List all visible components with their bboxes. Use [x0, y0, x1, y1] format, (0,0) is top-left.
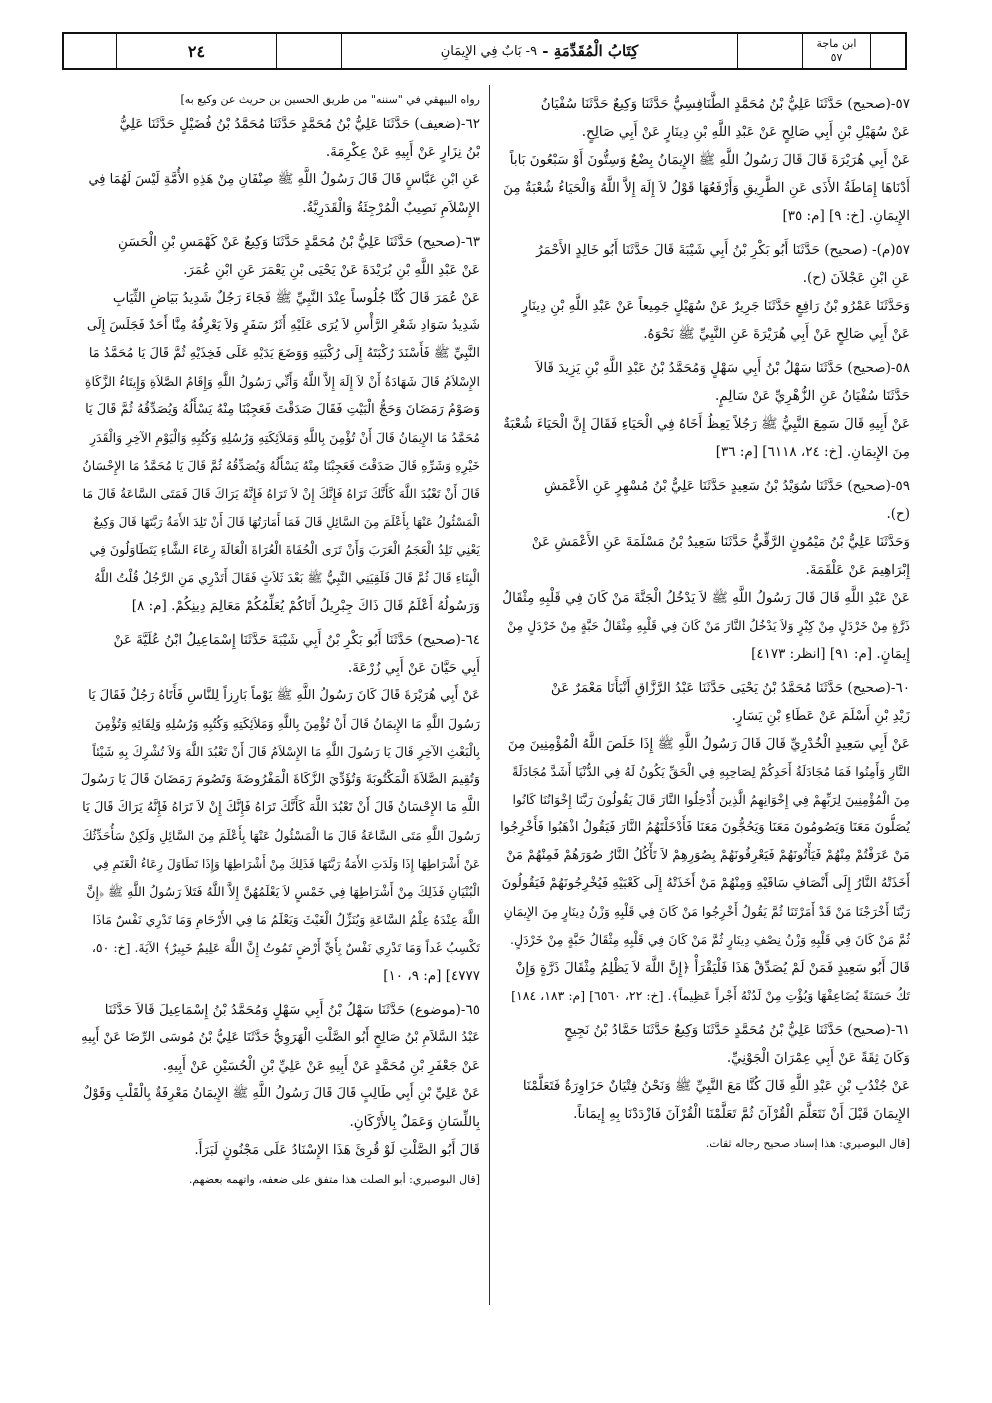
text-line: رَسُولَ اللَّهِ مَتَى السَّاعَةُ قَالَ مَا الْمَسْئُولُ عَنْهَا بِأَعْلَمَ مِنَ السَّائِلِ وَلَكِنْ سَأُحَدِّثُكَ	[82, 828, 480, 843]
text-line: ٤٧٧٧] [م: ٩، ١٠]	[383, 968, 480, 984]
kitab-title: كِتَابُ الْمُقَدِّمَةِ	[553, 42, 639, 60]
footnote: [قال البوصيري: أبو الصلت هذا متفق على ضعفه، واتهمه بعضهم.	[188, 1173, 480, 1186]
text-line: أَبِي حَيَّانَ عَنْ أَبِي زُرْعَةَ.	[347, 660, 480, 676]
text-line: ذَرَّةٍ مِنْ خَرْدَلٍ مِنْ كِبْرٍ وَلاَ يَدْخُلُ النَّارَ مَنْ كَانَ فِي قَلْبِهِ مِثْقَالُ حَبَّةٍ مِنْ خَرْدَلٍ مِنْ	[506, 618, 910, 633]
hadith-block	[498, 354, 910, 466]
page-number: ٢٤	[116, 34, 276, 68]
hadith-block	[498, 1016, 910, 1128]
text-line: عَنْ عَلِيِّ بْنِ أَبِي طَالِبٍ قَالَ قَالَ رَسُولُ اللَّهِ ﷺ الإِيمَانُ مَعْرِفَةٌ بِالْقَلْبِ وَقَوْلٌ	[82, 1086, 480, 1101]
text-line: أَدْنَاهَا إِمَاطَةُ الأَذَى عَنِ الطَّرِيقِ وَأَرْفَعُهَا قَوْلُ لاَ إِلَهَ إِلاَّ اللَّهُ وَالْحَيَاءُ شُعْبَةٌ مِنَ	[503, 180, 910, 196]
text-line: قَالَ أَبُو الصَّلْتِ لَوْ قُرِئَ هَذَا الإِسْنَادُ عَلَى مَجْنُونٍ لَبَرَأَ.	[194, 1142, 480, 1158]
text-line: عَنْ أَبِي صَالِحٍ عَنْ أَبِي هُرَيْرَةَ عَنِ النَّبِيِّ ﷺ نَحْوَهُ.	[643, 326, 910, 342]
text-line: أَخَذَتْهُ النَّارُ إِلَى أَنْصَافِ سَاقَيْهِ وَمِنْهُمْ مَنْ أَخَذَتْهُ إِلَى كَعْبَيْهِ فَيُخْرِجُونَهُمْ فَيَقُولُونَ	[501, 876, 910, 891]
text-line: ٥٧-(صحيح) حَدَّثَنَا عَلِيُّ بْنُ مُحَمَّدٍ الطَّنَافِسِيُّ حَدَّثَنَا وَكِيعٌ حَدَّثَنَا سُفْيَانُ	[540, 96, 910, 112]
text-line: وَكَانَ ثِقَةً عَنْ أَبِي عِمْرَانَ الْجَوْنِيِّ.	[726, 1050, 910, 1066]
text-line: عَنْ سُهَيْلِ بْنِ أَبِي صَالِحٍ عَنْ عَبْدِ اللَّهِ بْنِ دِينَارٍ عَنْ أَبِي صَالِحٍ.	[581, 124, 910, 140]
text-line: النَّارِ وَأَمِنُوا فَمَا مُجَادَلَةُ أَحَدِكُمْ لِصَاحِبِهِ فِي الْحَقِّ يَكُونُ لَهُ فِي الدُّنْيَا أَشَدَّ مُجَادَلَةً	[512, 764, 910, 779]
hadith-block	[80, 228, 480, 620]
right-column	[498, 90, 910, 1403]
text-line: إِبْرَاهِيمَ عَنْ عَلْقَمَةَ.	[805, 562, 910, 578]
text-line: ٦٢-(ضعيف) حَدَّثَنَا عَلِيُّ بْنُ مُحَمَّدٍ حَدَّثَنَا مُحَمَّدُ بْنُ فُضَيْلٍ حَدَّثَنَا عَلِيُّ	[119, 116, 480, 132]
text-line: ٦٣-(صحيح) حَدَّثَنَا عَلِيُّ بْنُ مُحَمَّدٍ حَدَّثَنَا وَكِيعٌ عَنْ كَهْمَسِ بْنِ الْحَسَنِ	[117, 234, 480, 250]
header-cell-blank	[737, 34, 802, 68]
hadith-block	[498, 674, 910, 1010]
text-line: وَحَدَّثَنَا عَمْرُو بْنُ رَافِعٍ حَدَّثَنَا جَرِيرٌ عَنْ سُهَيْلٍ جَمِيعاً عَنْ عَبْدِ اللَّهِ بْنِ دِينَارٍ	[521, 298, 910, 314]
text-line: وَحَدَّثَنَا عَلِيُّ بْنُ مَيْمُونٍ الرَّقِّيُّ حَدَّثَنَا سَعِيدُ بْنُ مَسْلَمَةَ عَنِ الأَعْمَشِ عَنْ	[531, 534, 910, 550]
text-line: عَنْ جَعْفَرِ بْنِ مُحَمَّدٍ عَنْ أَبِيهِ عَنْ عَلِيِّ بْنِ الْحُسَيْنِ عَنْ أَبِيهِ.	[162, 1058, 480, 1074]
text-line: وَتُقِيمَ الصَّلاَةَ الْمَكْتُوبَةَ وَتُؤَدِّيَ الزَّكَاةَ الْمَفْرُوضَةَ وَتَصُومَ رَمَضَانَ قَالَ يَا رَسُولَ	[80, 772, 480, 787]
text-line: مِنَ الإِيمَانِ. [خ: ٢٤، ٦١١٨] [م: ٣٦]	[715, 444, 910, 460]
text-line: الإِيمَانِ. [خ: ٩] [م: ٣٥]	[782, 208, 910, 224]
text-line: ٥٧(م)- (صحيح) حَدَّثَنَا أَبُو بَكْرِ بْنُ أَبِي شَيْبَةَ قَالَ حَدَّثَنَا أَبُو خَالِدٍ الأَحْمَرُ	[536, 242, 910, 258]
text-line: ٥٩-(صحيح) حَدَّثَنَا سُوَيْدُ بْنُ سَعِيدٍ حَدَّثَنَا عَلِيُّ بْنُ مُسْهِرٍ عَنِ الأَعْمَشِ	[544, 478, 910, 494]
text-line: بِاللِّسَانِ وَعَمَلٌ بِالأَرْكَانِ.	[349, 1114, 480, 1130]
text-line: قَالَ أَبُو سَعِيدٍ فَمَنْ لَمْ يُصَدِّقْ هَذَا فَلْيَقْرَأْ ﴿إِنَّ اللَّهَ لاَ يَظْلِمُ مِثْقَالَ ذَرَّةٍ وَإِنْ	[515, 960, 910, 976]
text-line: عَنْ عَبْدِ اللَّهِ قَالَ قَالَ رَسُولُ اللَّهِ ﷺ لاَ يَدْخُلُ الْجَنَّةَ مَنْ كَانَ فِي قَلْبِهِ مِثْقَالُ	[502, 590, 910, 606]
text-line: رَسُولَ اللَّهِ مَا الإِيمَانُ قَالَ أَنْ تُؤْمِنَ بِاللَّهِ وَمَلاَئِكَتِهِ وَكُتُبِهِ وَرُسُلِهِ وَلِقَائِهِ وَتُؤْمِنَ	[94, 716, 480, 731]
hadith-block	[80, 110, 480, 222]
footnote: [قال البوصيري: هذا إسناد صحيح رجاله ثقات.	[705, 1137, 910, 1150]
text-line: إِيمَانٍ. [م: ٩١] [انظر: ٤١٧٣]	[751, 646, 910, 662]
text-line: اللَّهَ عِنْدَهُ عِلْمُ السَّاعَةِ وَيُنَزِّلُ الْغَيْثَ وَيَعْلَمُ مَا فِي الأَرْحَامِ وَمَا تَدْرِي نَفْسٌ مَاذَا	[92, 912, 480, 927]
text-line: اللَّهِ مَا الإِحْسَانُ قَالَ أَنْ تَعْبُدَ اللَّهَ كَأَنَّكَ تَرَاهُ فَإِنَّكَ إِنْ لاَ تَرَاهُ فَإِنَّهُ يَرَاكَ قَالَ يَا	[82, 800, 480, 815]
hadith-block	[498, 472, 910, 668]
text-line: تَكُ حَسَنَةً يُضَاعِفْهَا وَيُؤْتِ مِنْ لَدُنْهُ أَجْراً عَظِيماً﴾. [خ: ٢٢، ٦٥٦٠] [م: ١٨٣، ١٨٤]	[511, 988, 910, 1003]
text-line: وَصَوْمُ رَمَضَانَ وَحَجُّ الْبَيْتِ فَقَالَ صَدَقْتَ فَعَجِبْنَا مِنْهُ يَسْأَلُهُ وَيُصَدِّقُهُ ثُمَّ قَالَ يَا	[85, 402, 480, 417]
text-line: بْنُ نِزَارٍ عَنْ أَبِيهِ عَنْ عِكْرِمَةَ.	[325, 144, 480, 160]
text-line: شَدِيدُ سَوَادِ شَعْرِ الرَّأْسِ لاَ يُرَى عَلَيْهِ أَثَرُ سَفَرٍ وَلاَ يَعْرِفُهُ مِنَّا أَحَدٌ فَجَلَسَ إِلَى	[86, 318, 480, 333]
text-line: النَّبِيِّ ﷺ فَأَسْنَدَ رُكْبَتَهُ إِلَى رُكْبَتِهِ وَوَضَعَ يَدَيْهِ عَلَى فَخِذَيْهِ ثُمَّ قَالَ يَا مُحَمَّدُ مَا	[88, 346, 480, 361]
hadith-block	[498, 90, 910, 230]
text-line: ٦٤-(صحيح) حَدَّثَنَا أَبُو بَكْرِ بْنُ أَبِي شَيْبَةَ حَدَّثَنَا إِسْمَاعِيلُ ابْنُ عُلَيَّةَ عَنْ	[113, 632, 480, 648]
text-line: بِالْبَعْثِ الآخِرِ قَالَ يَا رَسُولَ اللَّهِ مَا الإِسْلاَمُ قَالَ أَنْ تَعْبُدَ اللَّهَ وَلاَ تُشْرِكَ بِهِ شَيْئاً	[92, 744, 480, 759]
text-line: عَنْ جُنْدُبِ بْنِ عَبْدِ اللَّهِ قَالَ كُنَّا مَعَ النَّبِيِّ ﷺ وَنَحْنُ فِتْيَانٌ حَزَاوِرَةٌ فَتَعَلَّمْنَا	[522, 1078, 910, 1094]
text-line: ٦٥-(موضوع) حَدَّثَنَا سَهْلُ بْنُ أَبِي سَهْلٍ وَمُحَمَّدُ بْنُ إِسْمَاعِيلَ قَالاَ حَدَّثَنَا	[104, 1002, 480, 1018]
text-line: قَالَ أَنْ تَعْبُدَ اللَّهَ كَأَنَّكَ تَرَاهُ فَإِنَّكَ إِنْ لاَ تَرَاهُ فَإِنَّهُ يَرَاكَ قَالَ فَمَتَى السَّاعَةُ قَالَ مَا	[82, 486, 480, 501]
hadith-list	[498, 90, 910, 1128]
hadith-block	[80, 626, 480, 990]
text-line: عَنْ عَبْدِ اللَّهِ بْنِ بُرَيْدَةَ عَنْ يَحْيَى بْنِ يَعْمَرَ عَنِ ابْنِ عُمَرَ.	[183, 262, 480, 278]
chapter-title: كِتَابُ الْمُقَدِّمَةِ - ٩- بَابٌ فِي الإِيمَانِ	[341, 34, 737, 68]
text-line: رَبَّنَا أَخْرَجْنَا مَنْ قَدْ أَمَرْتَنَا ثُمَّ يَقُولُ أَخْرِجُوا مَنْ كَانَ فِي قَلْبِهِ وَزْنُ دِينَارٍ مِنَ الإِيمَانِ	[503, 904, 910, 919]
header-cell-blank	[870, 34, 905, 68]
text-line: ٦٠-(صحيح) حَدَّثَنَا مُحَمَّدُ بْنُ يَحْيَى حَدَّثَنَا عَبْدُ الرَّزَّاقِ أَنْبَأَنَا مَعْمَرٌ عَنْ	[550, 680, 910, 696]
text-line: مَنْ عَرَفْتُمْ مِنْهُمْ فَيَأْتُونَهُمْ فَيَعْرِفُونَهُمْ بِصُوَرِهِمْ لاَ تَأْكُلُ النَّارُ صُوَرَهُمْ فَمِنْهُمْ مَنْ	[506, 848, 910, 863]
text-line: (ح).	[886, 506, 910, 522]
text-line: عَنِ ابْنِ عَجْلاَنَ (ح).	[802, 270, 910, 286]
hadith-list	[80, 110, 480, 1164]
text-line: تَكْسِبُ غَداً وَمَا تَدْرِي نَفْسٌ بِأَيِّ أَرْضٍ تَمُوتُ إِنَّ اللَّهَ عَلِيمٌ خَبِيرٌ﴾ الآيَةَ. [خ: ٥٠،	[91, 940, 480, 955]
header-cell-blank	[276, 34, 341, 68]
text-line: ٥٨-(صحيح) حَدَّثَنَا سَهْلُ بْنُ أَبِي سَهْلٍ وَمُحَمَّدُ بْنُ عَبْدِ اللَّهِ بْنِ يَزِيدَ قَالاَ	[535, 360, 910, 376]
text-line: الْبِنَاءِ قَالَ ثُمَّ قَالَ فَلَقِيَنِي النَّبِيُّ ﷺ بَعْدَ ثَلاَثٍ فَقَالَ أَتَدْرِي مَنِ الرَّجُلُ قُلْتُ اللَّهُ	[94, 570, 480, 585]
book-number: ٥٧	[830, 51, 843, 64]
text-line: يَعْنِي تَلِدُ الْعَجَمُ الْعَرَبَ وَأَنْ تَرَى الْحُفَاةَ الْعُرَاةَ الْعَالَةَ رِعَاءَ الشَّاءِ يَتَطَاوَلُونَ فِي	[89, 542, 480, 557]
text-line: يُصَلُّونَ مَعَنَا وَيَصُومُونَ مَعَنَا وَيَحُجُّونَ مَعَنَا فَأَدْخَلْتَهُمُ النَّارَ فَيَقُولُ اذْهَبُوا فَأَخْرِجُوا	[500, 820, 910, 835]
text-line: عَنْ أَبِيهِ قَالَ سَمِعَ النَّبِيُّ ﷺ رَجُلاً يَعِظُ أَخَاهُ فِي الْحَيَاءِ فَقَالَ إِنَّ الْحَيَاءَ شُعْبَةٌ	[503, 416, 910, 432]
text-line: ثُمَّ مَنْ كَانَ فِي قَلْبِهِ وَزْنُ نِصْفِ دِينَارٍ ثُمَّ مَنْ كَانَ فِي قَلْبِهِ مِثْقَالُ حَبَّةٍ مِنْ خَرْدَلٍ.	[510, 932, 910, 947]
bab-title: ٩- بَابٌ فِي الإِيمَانِ	[440, 43, 538, 59]
hadith-block	[498, 236, 910, 348]
text-line: ٦١-(صحيح) حَدَّثَنَا عَلِيُّ بْنُ مُحَمَّدٍ حَدَّثَنَا وَكِيعٌ حَدَّثَنَا حَمَّادُ بْنُ نَجِيحٍ	[563, 1022, 910, 1038]
text-line: عَنْ أَبِي سَعِيدٍ الْخُدْرِيِّ قَالَ قَالَ رَسُولُ اللَّهِ ﷺ إِذَا خَلَصَ اللَّهُ الْمُؤْمِنِينَ مِنَ	[507, 736, 910, 752]
book-name: ابن ماجة	[816, 37, 857, 50]
page-header	[62, 32, 907, 70]
left-column	[80, 90, 480, 1403]
book-reference	[802, 34, 870, 68]
text-line: الْمَسْئُولُ عَنْهَا بِأَعْلَمَ مِنَ السَّائِلِ قَالَ فَمَا أَمَارَتُهَا قَالَ أَنْ تَلِدَ الأَمَةُ رَبَّتَهَا قَالَ وَكِيعٌ	[93, 515, 480, 529]
hadith-block	[80, 996, 480, 1164]
text-line: عَنْ أَبِي هُرَيْرَةَ قَالَ قَالَ رَسُولُ اللَّهِ ﷺ الإِيمَانُ بِضْعٌ وَسِتُّونَ أَوْ سَبْعُونَ بَاباً	[509, 152, 910, 168]
text-line: الْبُنْيَانِ فَذَلِكَ مِنْ أَشْرَاطِهَا فِي خَمْسٍ لاَ يَعْلَمُهُنَّ إِلاَّ اللَّهُ فَتَلاَ رَسُولُ اللَّهِ ﷺ ﴿إِنَّ	[86, 884, 480, 899]
text-line: عَنْ أَبِي هُرَيْرَةَ قَالَ كَانَ رَسُولُ اللَّهِ ﷺ يَوْماً بَارِزاً لِلنَّاسِ فَأَتَاهُ رَجُلٌ فَقَالَ يَا	[88, 688, 480, 703]
text-line: حَدَّثَنَا سُفْيَانُ عَنِ الزُّهْرِيِّ عَنْ سَالِمٍ.	[715, 388, 910, 404]
text-line: عَنْ عُمَرَ قَالَ كُنَّا جُلُوساً عِنْدَ النَّبِيِّ ﷺ فَجَاءَ رَجُلٌ شَدِيدُ بَيَاضِ الثِّيَابِ	[112, 290, 480, 306]
text-line: عَنْ أَشْرَاطِهَا إِذَا وَلَدَتِ الأَمَةُ رَبَّتَهَا فَذَلِكَ مِنْ أَشْرَاطِهَا وَإِذَا تَطَاوَلَ رِعَاءُ الْغَنَمِ فِي	[93, 857, 480, 871]
text-line: عَنِ ابْنِ عَبَّاسٍ قَالَ قَالَ رَسُولُ اللَّهِ ﷺ صِنْفَانِ مِنْ هَذِهِ الأُمَّةِ لَيْسَ لَهُمَا فِي	[88, 172, 480, 187]
text-line: مُحَمَّدُ مَا الإِيمَانُ قَالَ أَنْ تُؤْمِنَ بِاللَّهِ وَمَلاَئِكَتِهِ وَرُسُلِهِ وَكُتُبِهِ وَالْيَوْمِ الآخِرِ وَالْقَدَرِ	[89, 430, 480, 445]
text-line: زَيْدِ بْنِ أَسْلَمَ عَنْ عَطَاءِ بْنِ يَسَارٍ.	[731, 708, 910, 724]
text-line: الإِسْلاَمِ نَصِيبٌ الْمُرْجِئَةُ وَالْقَدَرِيَّةُ.	[302, 200, 480, 216]
header-cell-blank	[64, 34, 116, 68]
text-line: مِنَ الْمُؤْمِنِينَ لِرَبِّهِمْ فِي إِخْوَانِهِمُ الَّذِينَ أُدْخِلُوا النَّارَ قَالَ يَقُولُونَ رَبَّنَا إِخْوَانُنَا كَانُوا	[512, 792, 910, 807]
text-line: الإِيمَانَ قَبْلَ أَنْ نَتَعَلَّمَ الْقُرْآنَ ثُمَّ تَعَلَّمْنَا الْقُرْآنَ فَازْدَدْنَا بِهِ إِيمَاناً.	[573, 1106, 910, 1122]
text-line: خَيْرِهِ وَشَرِّهِ قَالَ صَدَقْتَ فَعَجِبْنَا مِنْهُ يَسْأَلُهُ وَيُصَدِّقُهُ ثُمَّ قَالَ يَا مُحَمَّدُ مَا الإِحْسَانُ	[82, 458, 480, 473]
column-divider	[489, 85, 490, 1305]
text-line: عَبْدُ السَّلاَمِ بْنُ صَالِحٍ أَبُو الصَّلْتِ الْهَرَوِيُّ حَدَّثَنَا عَلِيُّ بْنُ مُوسَى الرِّضَا عَنْ أَبِيهِ	[81, 1030, 480, 1045]
footnote-continuation: رواه البيهقي في "سننه" من طريق الحسين بن حريث عن وكيع به]	[180, 93, 480, 106]
text-line: الإِسْلاَمُ قَالَ شَهَادَةُ أَنْ لاَ إِلَهَ إِلاَّ اللَّهُ وَأَنِّي رَسُولُ اللَّهِ وَإِقَامُ الصَّلاَةِ وَإِيتَاءُ الزَّكَاةِ	[84, 374, 480, 389]
text-line: وَرَسُولُهُ أَعْلَمُ قَالَ ذَاكَ جِبْرِيلُ أَتَاكُمْ يُعَلِّمُكُمْ مَعَالِمَ دِينِكُمْ. [م: ٨]	[131, 598, 480, 614]
